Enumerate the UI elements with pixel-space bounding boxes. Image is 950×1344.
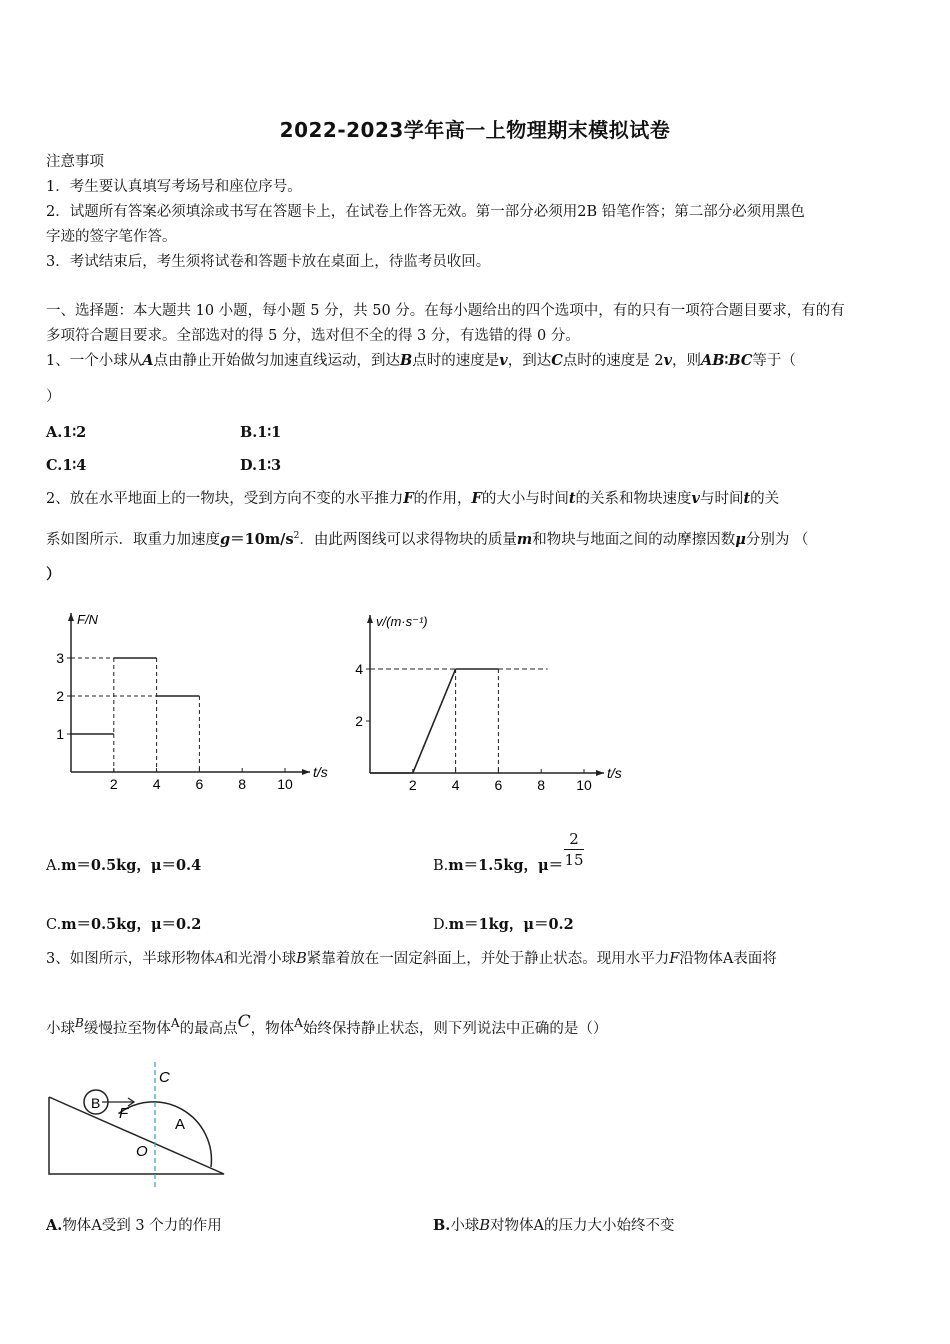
y-tick-label: 3 xyxy=(56,650,64,666)
question-3-text: 3、如图所示，半球形物体A和光滑小球B紧靠着放在一固定斜面上，并处于静止状态。现用水平力F沿物体A表面将 xyxy=(46,951,777,967)
x-axis-arrow xyxy=(596,770,604,776)
question-2-text: 系如图所示．取重力加速度$g=10m/s^2$．由此两图线可以求得物块的质量m和物块与地面之间的动摩擦因数μ分别为 （ xyxy=(46,530,809,548)
question-2-close: ） xyxy=(46,566,61,583)
y-axis-arrow xyxy=(367,615,373,623)
option-c[interactable]: C.m＝0.5kg，μ＝0.2 xyxy=(46,916,202,933)
incline-hemisphere-diagram xyxy=(44,1062,234,1187)
fraction-two-fifteenths: $\frac{2}{15}$ xyxy=(564,830,584,869)
option-d[interactable]: D.1∶3 xyxy=(240,457,282,474)
option-a[interactable]: A.1∶2 xyxy=(46,424,87,441)
x-tick-label: 10 xyxy=(277,776,293,792)
option-a[interactable]: A.m＝0.5kg，μ＝0.4 xyxy=(46,857,202,874)
question-1-close: ） xyxy=(46,389,61,405)
x-tick-label: 8 xyxy=(537,777,546,793)
x-tick-label: 4 xyxy=(152,776,161,792)
label-a: A xyxy=(175,1116,186,1133)
question-2-text: 2、放在水平地面上的一物块，受到方向不变的水平推力F的作用，F的大小与时间t的关系和物块速度v与时间t的关 xyxy=(46,490,780,507)
notice-heading: 注意事项 xyxy=(46,154,104,170)
y-axis-label: F/N xyxy=(77,612,98,627)
x-tick-label: 10 xyxy=(576,777,592,793)
y-tick-label: 1 xyxy=(56,726,64,742)
velocity-time-chart xyxy=(336,603,636,800)
option-b[interactable]: B.m＝1.5kg，μ＝ xyxy=(433,857,564,874)
y-tick-label: 2 xyxy=(56,688,64,704)
y-axis-arrow xyxy=(68,613,74,621)
x-tick-label: 8 xyxy=(238,776,247,792)
label-f: F xyxy=(119,1105,129,1122)
page-title: 2022-2023学年高一上物理期末模拟试卷 xyxy=(279,118,671,142)
force-time-chart xyxy=(52,605,342,800)
option-b[interactable]: B.1∶1 xyxy=(240,424,282,441)
velocity-segment xyxy=(413,669,456,773)
x-tick-label: 6 xyxy=(494,777,503,793)
option-c[interactable]: C.1∶4 xyxy=(46,457,87,474)
x-axis-label: t/s xyxy=(607,765,622,781)
option-d[interactable]: D.m＝1kg，μ＝0.2 xyxy=(433,916,574,933)
x-tick-label: 4 xyxy=(451,777,460,793)
x-axis-label: t/s xyxy=(313,764,328,780)
y-tick-label: 2 xyxy=(355,713,363,729)
x-axis-arrow xyxy=(302,769,310,775)
label-c: C xyxy=(159,1069,170,1086)
x-tick-label: 2 xyxy=(109,776,118,792)
notice-item: 字迹的签字笔作答。 xyxy=(46,229,177,245)
notice-item: 3．考试结束后，考生须将试卷和答题卡放在桌面上，待监考员收回。 xyxy=(46,254,491,270)
label-b: B xyxy=(91,1095,101,1111)
question-1-text: 1、一个小球从A点由静止开始做匀加速直线运动，到达B点时的速度是v，到达C点时的速度是 2v，则AB∶BC等于（ xyxy=(46,352,796,369)
question-3-text: 小球$^B$缓慢拉至物体$^A$的最高点$^C$，物体$^A$始终保持静止状态，则下列说法中正确的是（） xyxy=(46,1012,608,1037)
y-axis-label: v/(m·s⁻¹) xyxy=(376,614,428,629)
incline xyxy=(49,1097,224,1174)
option-b[interactable]: B.小球B对物体A的压力大小始终不变 xyxy=(433,1217,675,1234)
section-instructions: 一、选择题：本大题共 10 小题，每小题 5 分，共 50 分。在每小题给出的四个选项中，有的只有一项符合题目要求，有的有 xyxy=(46,303,845,319)
notice-item: 2．试题所有答案必须填涂或书写在答题卡上，在试卷上作答无效。第一部分必须用2B 铅笔作答；第二部分必须用黑色 xyxy=(46,204,805,220)
x-tick-label: 2 xyxy=(408,777,417,793)
section-instructions: 多项符合题目要求。全部选对的得 5 分，选对但不全的得 3 分，有选错的得 0 分。 xyxy=(46,328,580,344)
y-tick-label: 4 xyxy=(355,661,363,677)
option-a[interactable]: A.物体A受到 3 个力的作用 xyxy=(46,1217,222,1234)
label-o: O xyxy=(136,1143,148,1160)
notice-item: 1．考生要认真填写考场号和座位序号。 xyxy=(46,179,302,195)
x-tick-label: 6 xyxy=(195,776,204,792)
